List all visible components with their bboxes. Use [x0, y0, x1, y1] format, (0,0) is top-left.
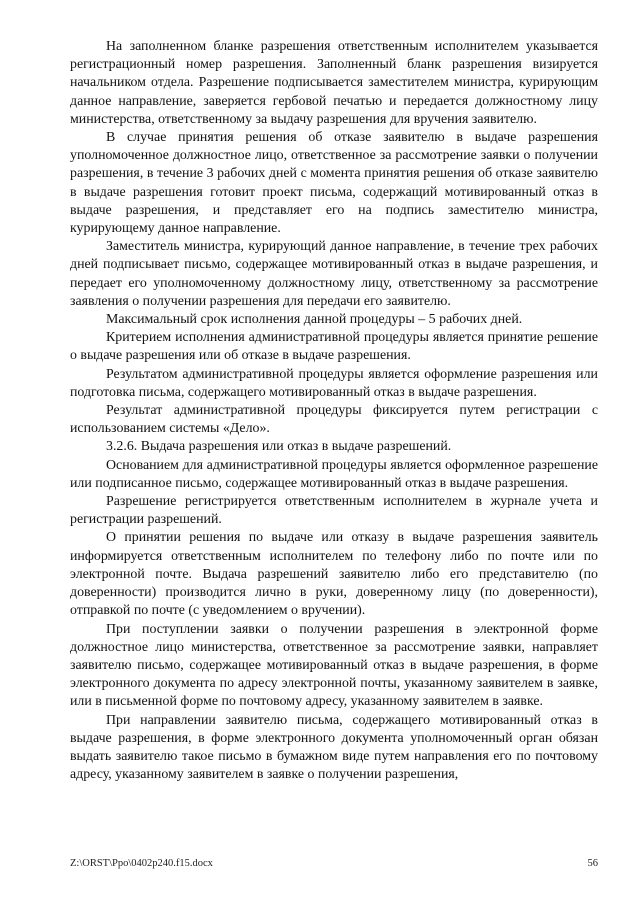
paragraph: При направлении заявителю письма, содержащего мотивированный отказ в выдаче разрешения, в форме электронного документа уполномоченный орган обязан выдать заявителю такое письмо в бумажном виде путем направления его по почтовому адресу, указанному заявителем в заявке о получении разрешения, [70, 712, 598, 783]
paragraph: Заместитель министра, курирующий данное направление, в течение трех рабочих дней подписывает письмо, содержащее мотивированный отказ в выдаче разрешения, и передает его уполномоченному должностному лицу, ответственному за рассмотрение заявления о получении разрешения для передачи его заявителю. [70, 239, 598, 309]
paragraph: Основанием для административной процедуры является оформленное разрешение или подписанное письмо, содержащее мотивированный отказ в выдаче разрешения. [70, 457, 598, 491]
document-body [70, 38, 598, 784]
paragraph: О принятии решения по выдаче или отказу в выдаче разрешения заявитель информируется ответственным исполнителем по телефону либо по почте или по электронной почте. Выдача разрешений заявителю либо его представителю (по доверенности) производится лично в руки, доверенному лицу (по доверенности), отправкой по почте (с уведомлением о вручении). [70, 530, 598, 619]
paragraph: Результат административной процедуры фиксируется путем регистрации с использованием системы «Дело». [70, 403, 598, 437]
paragraph: В случае принятия решения об отказе заявителю в выдаче разрешения уполномоченное должностное лицо, ответственное за рассмотрение заявки о получении разрешения, в течение 3 рабочих дней с момента принятия решения об отказе заявителю в выдаче разрешения готовит проект письма, содержащий мотивированный отказ в выдаче разрешения, и представляет его на подпись заместителю министра, курирующему данное направление. [70, 130, 598, 237]
paragraph: Разрешение регистрируется ответственным исполнителем в журнале учета и регистрации разрешений. [70, 494, 598, 528]
paragraph: При поступлении заявки о получении разрешения в электронной форме должностное лицо министерства, ответственное за рассмотрение заявки, направляет заявителю письмо, содержащее мотивированный отказ в выдаче разрешения, в форме электронного документа по адресу электронной почты, указанному заявителем в заявке, или в письменной форме по почтовому адресу, указанному заявителем в заявке. [70, 621, 598, 710]
footer-file-path: Z:\ORST\Ppo\0402p240.f15.docx [70, 858, 213, 869]
section-heading: 3.2.6. Выдача разрешения или отказ в выдаче разрешений. [106, 439, 452, 455]
paragraph: На заполненном бланке разрешения ответственным исполнителем указывается регистрационный номер разрешения. Заполненный бланк разрешения визируется начальником отдела. Разрешение подписывается заместителем министра, курирующим данное направление, заверяется гербовой печатью и передается должностному лицу министерства, ответственному за выдачу разрешения для вручения заявителю. [70, 39, 598, 127]
paragraph: Максимальный срок исполнения данной процедуры – 5 рабочих дней. [106, 312, 523, 328]
paragraph: Критерием исполнения административной процедуры является принятие решение о выдаче разрешения или об отказе в выдаче разрешения. [70, 330, 598, 364]
paragraph: Результатом административной процедуры является оформление разрешения или подготовка письма, содержащего мотивированный отказ в выдаче разрешения. [70, 366, 598, 400]
page-number: 56 [587, 858, 598, 869]
